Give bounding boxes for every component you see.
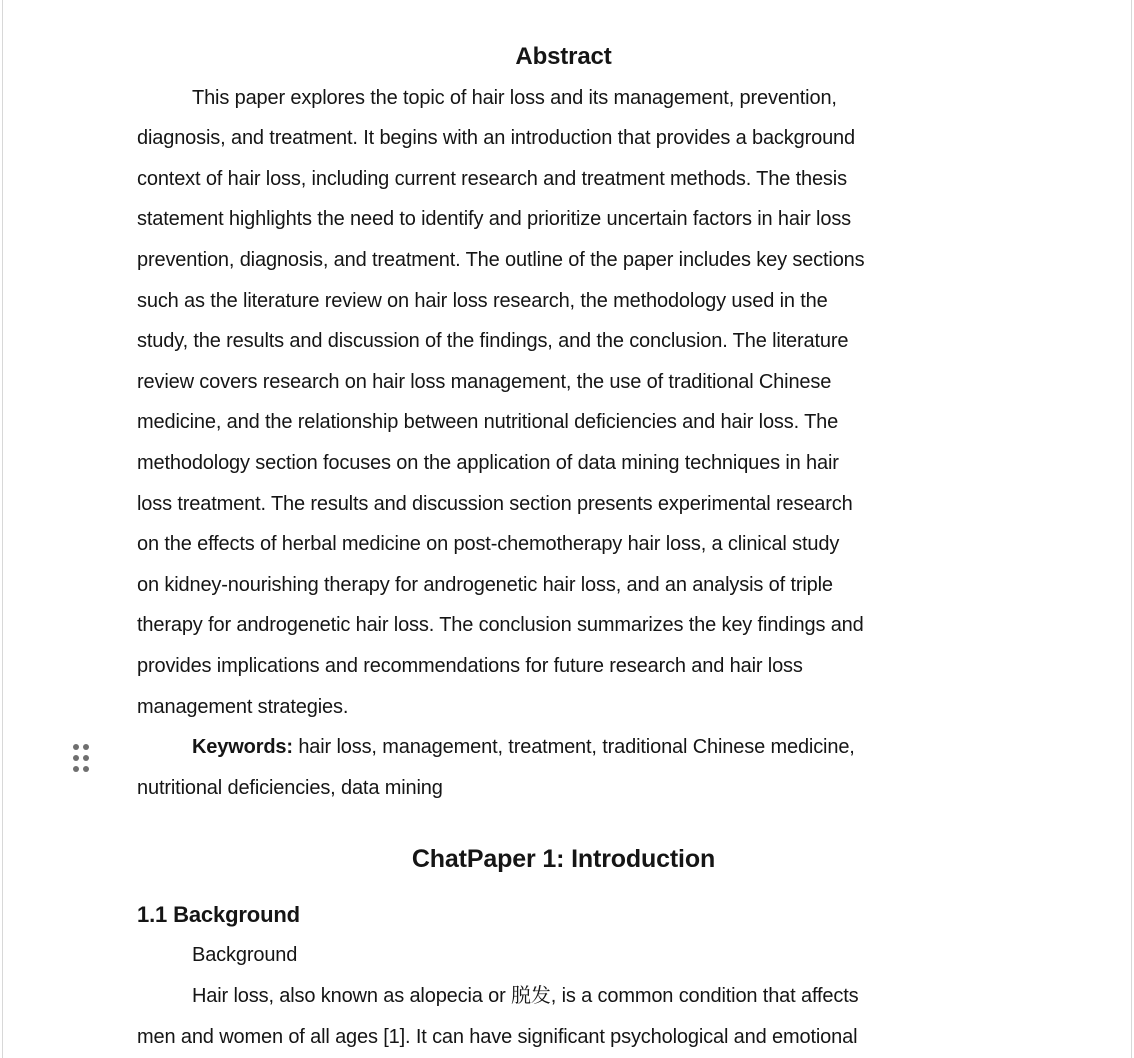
text-line: study, the results and discussion of the findings, and the conclusion. The literature <box>137 330 849 353</box>
text-line: loss treatment. The results and discussion section presents experimental research <box>137 492 853 515</box>
page-left-edge <box>2 0 3 1058</box>
text-line: methodology section focuses on the application of data mining techniques in hair <box>137 451 839 474</box>
keywords-line: nutritional deficiencies, data mining <box>137 776 443 799</box>
abstract-title: Abstract <box>515 43 612 70</box>
text-line: such as the literature review on hair loss research, the methodology used in the <box>137 289 828 312</box>
introduction-heading: ChatPaper 1: Introduction <box>411 845 716 874</box>
text-line: on kidney-nourishing therapy for androgenetic hair loss, and an analysis of triple <box>137 573 833 596</box>
text-line: diagnosis, and treatment. It begins with an introduction that provides a background <box>137 127 855 150</box>
abstract-paragraph[interactable] <box>137 78 990 728</box>
text-line: medicine, and the relationship between nutritional deficiencies and hair loss. The <box>137 411 839 434</box>
text-line: management strategies. <box>137 695 349 718</box>
text-line: men and women of all ages [1]. It can have significant psychological and emotional <box>137 1025 858 1048</box>
document-content <box>137 37 990 1057</box>
background-body-paragraph[interactable] <box>137 976 990 1057</box>
text-line: therapy for androgenetic hair loss. The conclusion summarizes the key findings and <box>137 614 864 637</box>
paragraph-drag-handle[interactable] <box>71 742 91 774</box>
text-line: Hair loss, also known as alopecia or 脱发, is a common condition that affects <box>192 985 859 1008</box>
text-line: statement highlights the need to identify and prioritize uncertain factors in hair loss <box>137 208 852 231</box>
text-line: provides implications and recommendations for future research and hair loss <box>137 654 803 677</box>
text-line: This paper explores the topic of hair loss and its management, prevention, <box>192 86 837 109</box>
text-line: prevention, diagnosis, and treatment. The outline of the paper includes key sections <box>137 248 865 271</box>
keywords-text: hair loss, management, treatment, traditional Chinese medicine, <box>292 736 855 759</box>
keywords-paragraph[interactable] <box>137 727 990 808</box>
text-line: context of hair loss, including current research and treatment methods. The thesis <box>137 167 847 190</box>
text-line: Background <box>192 944 298 967</box>
text-line: review covers research on hair loss management, the use of traditional Chinese <box>137 370 832 393</box>
background-subheading: 1.1 Background <box>137 901 300 927</box>
keywords-line <box>137 727 990 768</box>
keywords-label: Keywords: <box>192 736 293 759</box>
text-line: on the effects of herbal medicine on post-chemotherapy hair loss, a clinical study <box>137 533 840 556</box>
page-right-edge <box>1131 0 1132 1058</box>
background-label-paragraph[interactable] <box>137 935 990 976</box>
